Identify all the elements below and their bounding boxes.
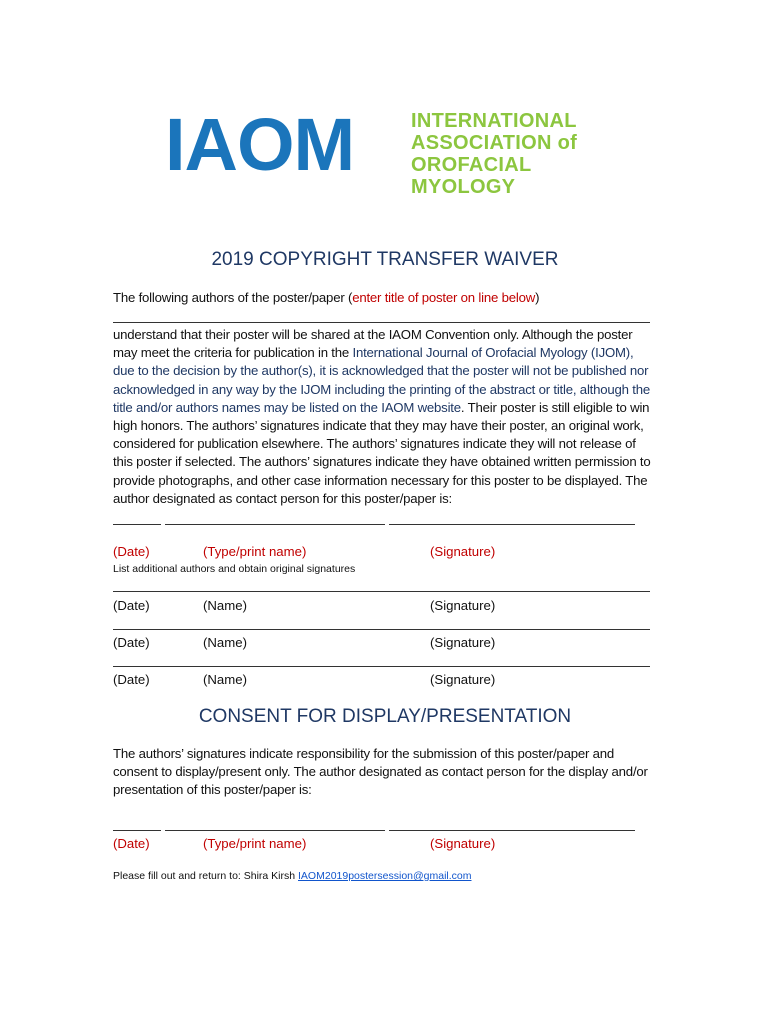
row2-signature-label: (Signature) [430, 635, 496, 650]
additional-row-line-2[interactable] [113, 629, 650, 630]
consent-signature-line[interactable] [389, 830, 635, 831]
consent-title: CONSENT FOR DISPLAY/PRESENTATION [198, 706, 572, 727]
additional-row-line-3[interactable] [113, 666, 650, 667]
row1-signature-label: (Signature) [430, 598, 496, 613]
consent-date-line[interactable] [113, 830, 161, 831]
contact-name-label: (Type/print name) [203, 544, 307, 559]
intro-line [113, 289, 658, 307]
waiver-text-ijom: International Journal of Orofacial Myology (IJOM), due to the decision by the author(s), it is acknowledged that the poster will not be published nor acknowledged in any way by the IJOM including the printing of the abstract or title, although the title and/or authors names may be listed on the IAOM website [113, 345, 650, 415]
intro-instruction: enter title of poster on line below [352, 290, 536, 305]
additional-row-line-1[interactable] [113, 591, 650, 592]
contact-signature-label: (Signature) [430, 544, 496, 559]
logo-tagline-line-2: ASSOCIATION of [411, 132, 578, 154]
waiver-paragraph [113, 326, 658, 508]
waiver-text-part3: . Their poster is still eligible to win high honors. The authors’ signatures indicate that they may have their poster, an original work, considered for publication elsewhere. The authors’ signatures indicate they will not release of this poster if selected. The authors’ signatures indicate they have obtained written permission to provide photographs, and other case information necessary for this poster to be displayed. The author designated as contact person for this poster/paper is: [113, 399, 651, 506]
contact-signature-line[interactable] [389, 524, 635, 525]
iaom-logo [165, 100, 605, 198]
consent-date-label: (Date) [113, 836, 150, 851]
logo-tagline-line-1: INTERNATIONAL [411, 110, 577, 132]
intro-lead: The following authors of the poster/paper ( [113, 290, 353, 305]
footer-text: Please fill out and return to: Shira Kirsh [113, 870, 299, 882]
consent-signature-label: (Signature) [430, 836, 496, 851]
contact-name-line[interactable] [165, 524, 385, 525]
row1-name-label: (Name) [203, 598, 247, 613]
page-title: 2019 COPYRIGHT TRANSFER WAIVER [211, 249, 559, 270]
contact-email-link[interactable]: IAOM2019postersession@gmail.com [298, 870, 472, 882]
footer-line [113, 870, 472, 882]
row3-name-label: (Name) [203, 672, 247, 687]
consent-paragraph: The authors’ signatures indicate responsibility for the submission of this poster/paper and consent to display/present only. The author designated as contact person for the display and/or presentation of this poster/paper is: [113, 746, 648, 798]
row2-name-label: (Name) [203, 635, 247, 650]
row1-date-label: (Date) [113, 598, 150, 613]
additional-authors-note: List additional authors and obtain original signatures [113, 563, 356, 575]
logo-letters: IAOM [165, 103, 355, 186]
contact-date-label: (Date) [113, 544, 150, 559]
waiver-text-part1: understand that their poster will be shared at the IAOM Convention only. Although the poster may meet the criteria for publication in the [113, 327, 633, 361]
intro-close: ) [535, 290, 540, 305]
logo-tagline [411, 110, 605, 198]
row3-date-label: (Date) [113, 672, 150, 687]
contact-date-line[interactable] [113, 524, 161, 525]
poster-title-line[interactable] [113, 322, 650, 323]
logo-tagline-line-3: OROFACIAL MYOLOGY [411, 154, 532, 198]
row2-date-label: (Date) [113, 635, 150, 650]
row3-signature-label: (Signature) [430, 672, 496, 687]
consent-name-label: (Type/print name) [203, 836, 307, 851]
consent-name-line[interactable] [165, 830, 385, 831]
